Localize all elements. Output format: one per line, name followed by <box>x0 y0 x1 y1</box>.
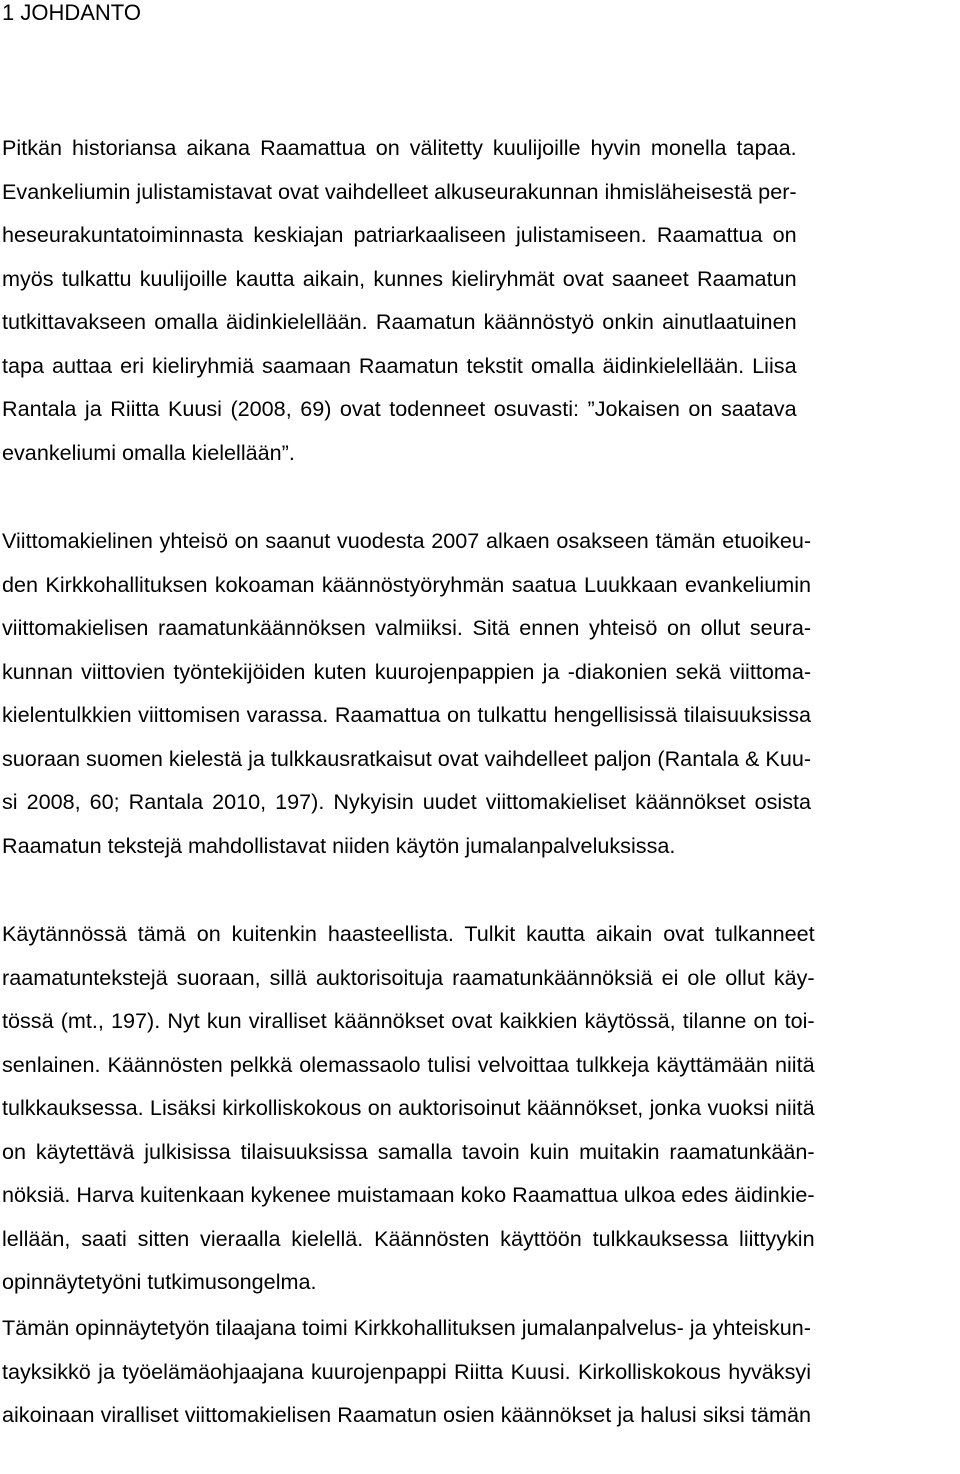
paragraph-line: tapa auttaa eri kieliryhmiä saamaan Raamatun tekstit omalla äidinkielellään. Liisa <box>2 352 797 378</box>
paragraph-line: Tämän opinnäytetyön tilaajana toimi Kirkkohallituksen jumalanpalvelus- ja yhteiskun- <box>2 1315 811 1340</box>
paragraph-line: viittomakielisen raamatunkäännöksen valmiiksi. Sitä ennen yhteisö on ollut seura- <box>2 615 812 640</box>
paragraph-line: Rantala ja Riitta Kuusi (2008, 69) ovat todenneet osuvasti: ”Jokaisen on saatava <box>2 396 797 421</box>
paragraph-line: Pitkän historiansa aikana Raamattua on välitetty kuulijoille hyvin monella tapaa. <box>2 135 797 160</box>
paragraph-line: tutkittavakseen omalla äidinkielellään. Raamatun käännöstyö onkin ainutlaatuinen <box>2 309 797 334</box>
paragraph-line: kielentulkkien viittomisen varassa. Raamattua on tulkattu hengellisissä tilaisuuksissa <box>2 702 812 727</box>
paragraph-line: den Kirkkohallituksen kokoaman käännöstyöryhmän saatua Luukkaan evankeliumin <box>2 571 812 597</box>
paragraph-line: tulkkauksessa. Lisäksi kirkolliskokous on auktorisoinut käännökset, jonka vuoksi niitä <box>2 1095 815 1120</box>
paragraph-line: heseurakuntatoiminnasta keskiajan patriarkaaliseen julistamiseen. Raamattua on <box>2 222 797 247</box>
paragraph-3 <box>2 912 815 1304</box>
paragraph-line: tössä (mt., 197). Nyt kun viralliset käännökset ovat kaikkien käytössä, tilanne on toi- <box>2 1008 815 1033</box>
chapter-heading: 1 JOHDANTO <box>2 0 141 25</box>
paragraph-line: Evankeliumin julistamistavat ovat vaihdelleet alkuseurakunnan ihmisläheisestä per- <box>2 178 797 204</box>
paragraph-line: tayksikkö ja työelämäohjaajana kuurojenpappi Riitta Kuusi. Kirkolliskokous hyväksyi <box>2 1358 811 1384</box>
paragraph-1 <box>2 126 797 474</box>
paragraph-line: aikoinaan viralliset viittomakielisen Raamatun osien käännökset ja halusi siksi tämän <box>2 1402 811 1427</box>
paragraph-line: raamatuntekstejä suoraan, sillä auktorisoituja raamatunkäännöksiä ei ole ollut käy- <box>2 964 815 990</box>
paragraph-line: si 2008, 60; Rantala 2010, 197). Nykyisin uudet viittomakieliset käännökset osista <box>2 789 812 814</box>
paragraph-2 <box>2 519 811 867</box>
paragraph-line: Raamatun tekstejä mahdollistavat niiden käytön jumalanpalveluksissa. <box>2 832 676 858</box>
paragraph-line: Viittomakielinen yhteisö on saanut vuodesta 2007 alkaen osakseen tämän etuoikeu- <box>2 528 812 553</box>
paragraph-line: kunnan viittovien työntekijöiden kuten kuurojenpappien ja -diakonien sekä viittoma- <box>2 658 812 684</box>
paragraph-line: Käytännössä tämä on kuitenkin haasteellista. Tulkit kautta aikain ovat tulkanneet <box>2 921 815 946</box>
document-page <box>2 0 956 1427</box>
paragraph-line: lellään, saati sitten vieraalla kielellä. Käännösten käyttöön tulkkauksessa liittyykin <box>2 1225 815 1251</box>
paragraph-line: suoraan suomen kielestä ja tulkkausratkaisut ovat vaihdelleet paljon (Rantala & Kuu- <box>2 745 812 771</box>
paragraph-line: opinnäytetyöni tutkimusongelma. <box>2 1269 317 1294</box>
paragraph-line: senlainen. Käännösten pelkkä olemassaolo tulisi velvoittaa tulkkeja käyttämään niitä <box>2 1051 815 1077</box>
paragraph-line: evankeliumi omalla kielellään”. <box>2 439 295 465</box>
paragraph-line: myös tulkattu kuulijoille kautta aikain, kunnes kieliryhmät ovat saaneet Raamatun <box>2 265 797 291</box>
paragraph-line: nöksiä. Harva kuitenkaan kykenee muistamaan koko Raamattua ulkoa edes äidinkie- <box>2 1182 815 1207</box>
paragraph-line: on käytettävä julkisissa tilaisuuksissa samalla tavoin kuin muitakin raamatunkään- <box>2 1138 815 1164</box>
paragraph-4 <box>2 1306 811 1437</box>
